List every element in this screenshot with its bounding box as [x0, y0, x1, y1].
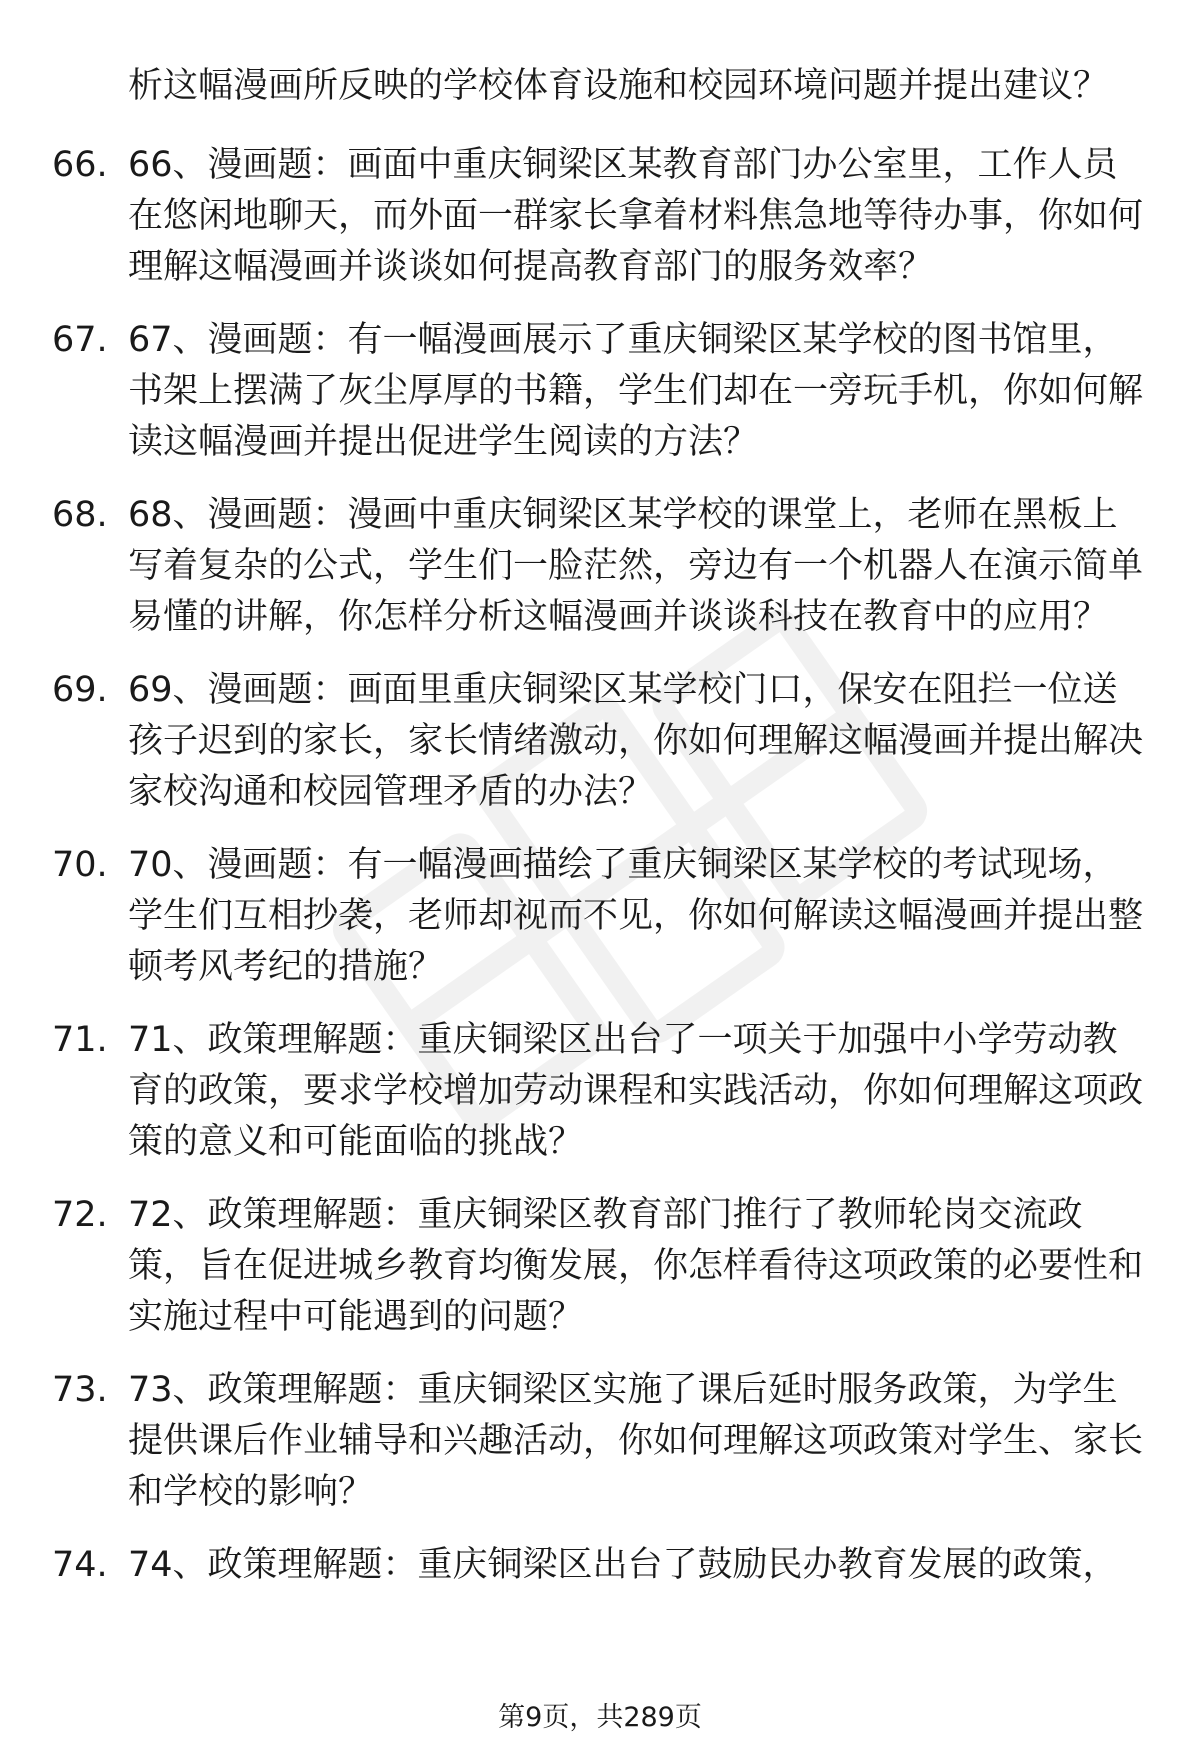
- question-number: 67.: [52, 320, 108, 360]
- question-item: [0, 840, 1200, 993]
- question-text: 74、政策理解题：重庆铜梁区出台了鼓励民办教育发展的政策，: [128, 1545, 1118, 1585]
- question-number: 72.: [52, 1195, 108, 1235]
- question-text: 67、漫画题：有一幅漫画展示了重庆铜梁区某学校的图书馆里，书架上摆满了灰尘厚厚的书籍，学生们却在一旁玩手机，你如何解读这幅漫画并提出促进学生阅读的方法？: [128, 320, 1144, 462]
- question-item: [0, 1365, 1200, 1518]
- question-text: 69、漫画题：画面里重庆铜梁区某学校门口，保安在阻拦一位送孩子迟到的家长，家长情绪激动，你如何理解这幅漫画并提出解决家校沟通和校园管理矛盾的办法？: [128, 670, 1144, 812]
- question-item: [0, 490, 1200, 643]
- page-footer: 第9页，共289页: [498, 1702, 702, 1733]
- question-text: 72、政策理解题：重庆铜梁区教育部门推行了教师轮岗交流政策，旨在促进城乡教育均衡发展，你怎样看待这项政策的必要性和实施过程中可能遇到的问题？: [128, 1195, 1144, 1337]
- question-text: 68、漫画题：漫画中重庆铜梁区某学校的课堂上，老师在黑板上写着复杂的公式，学生们一脸茫然，旁边有一个机器人在演示简单易懂的讲解，你怎样分析这幅漫画并谈谈科技在教育中的应用？: [128, 495, 1144, 637]
- question-text: 70、漫画题：有一幅漫画描绘了重庆铜梁区某学校的考试现场，学生们互相抄袭，老师却视而不见，你如何解读这幅漫画并提出整顿考风考纪的措施？: [128, 845, 1144, 987]
- question-text: 66、漫画题：画面中重庆铜梁区某教育部门办公室里，工作人员在悠闲地聊天，而外面一群家长拿着材料焦急地等待办事，你如何理解这幅漫画并谈谈如何提高教育部门的服务效率？: [128, 145, 1144, 287]
- question-number: 69.: [52, 670, 108, 710]
- question-number: 70.: [52, 845, 108, 885]
- question-item: [0, 1015, 1200, 1168]
- question-item: [0, 1540, 1200, 1591]
- question-item: [0, 315, 1200, 468]
- question-item: [0, 140, 1200, 293]
- question-text: 73、政策理解题：重庆铜梁区实施了课后延时服务政策，为学生提供课后作业辅导和兴趣活动，你如何理解这项政策对学生、家长和学校的影响？: [128, 1370, 1144, 1512]
- continued-question-text: 析这幅漫画所反映的学校体育设施和校园环境问题并提出建议？: [128, 66, 1109, 106]
- question-number: 68.: [52, 495, 108, 535]
- question-number: 73.: [52, 1370, 108, 1410]
- question-number: 71.: [52, 1020, 108, 1060]
- question-item: [0, 665, 1200, 818]
- question-number: 74.: [52, 1545, 108, 1585]
- question-item: [0, 1190, 1200, 1343]
- question-text: 71、政策理解题：重庆铜梁区出台了一项关于加强中小学劳动教育的政策，要求学校增加劳动课程和实践活动，你如何理解这项政策的意义和可能面临的挑战？: [128, 1020, 1144, 1162]
- question-number: 66.: [52, 145, 108, 185]
- question-list: [0, 140, 1200, 1613]
